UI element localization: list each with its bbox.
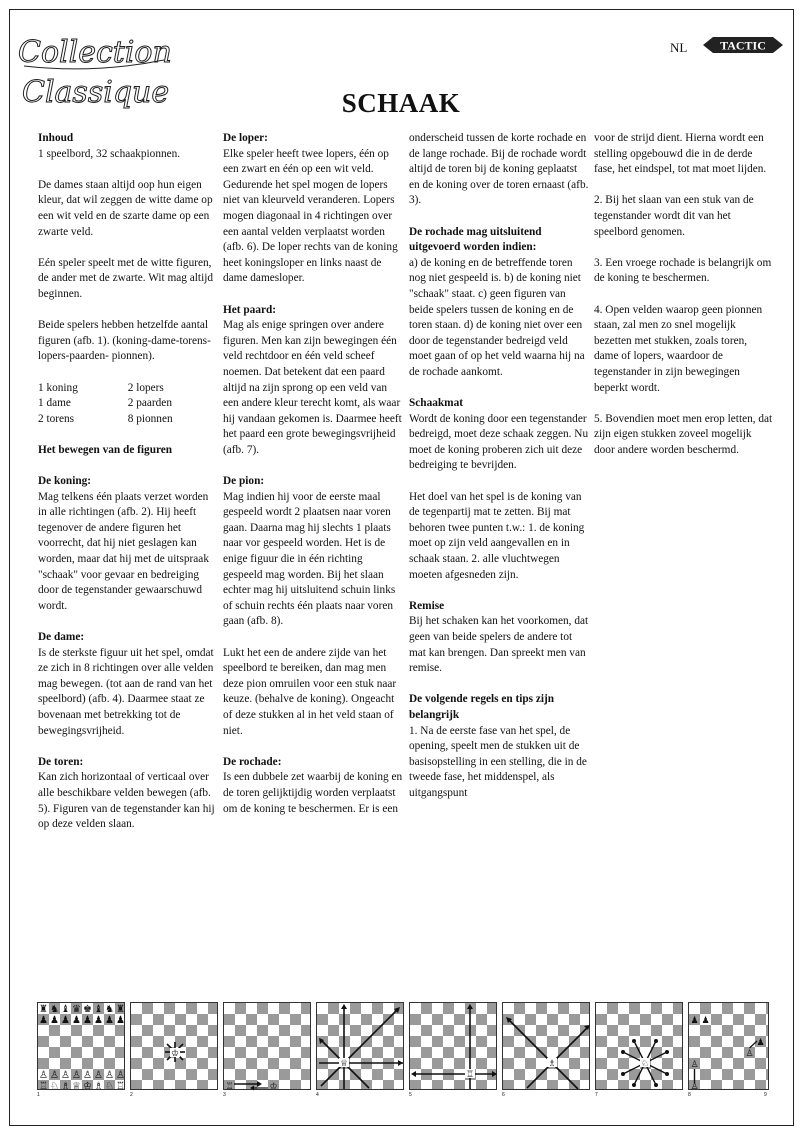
black-pawn-icon: ♟ xyxy=(72,1015,81,1026)
para-lukt: Lukt het een de andere zijde van het speelbord te bereiken, dan mag men deze pion omruilen voor een stuk naar keuze. (behalve de koning). Ongeacht of deze stukken al in het veld staan of niet. xyxy=(223,646,397,737)
black-pawn-icon: ♟ xyxy=(690,1016,699,1026)
heading-schaakmat: Schaakmat xyxy=(409,397,463,410)
black-knight-icon: ♞ xyxy=(105,1004,114,1015)
tactic-logo xyxy=(703,34,783,56)
white-pawn-icon: ♙ xyxy=(745,1049,754,1059)
white-king-icon: ♔ xyxy=(83,1081,92,1091)
white-pawn-icon: ♙ xyxy=(50,1070,59,1081)
heading-toren: De toren: xyxy=(38,755,84,768)
table-row xyxy=(38,381,218,397)
table-row xyxy=(38,396,218,412)
white-rook-icon: ♖ xyxy=(116,1081,125,1091)
black-pawn-icon: ♟ xyxy=(94,1015,103,1026)
white-pieces xyxy=(39,1070,125,1091)
white-pawn-icon: ♙ xyxy=(61,1070,70,1081)
count-cell: 1 koning xyxy=(38,381,78,394)
black-rook-icon: ♜ xyxy=(116,1004,125,1015)
figure-number: 5 xyxy=(409,1092,412,1098)
piece-count-table xyxy=(38,381,218,428)
para-paard: Mag als enige springen over andere figuren. Men kan zijn bewegingen één veld rechtdoor en één veld scheef noemen. Dat betekent dat een paard altijd na zijn sprong op een veld van een andere kleur terecht komt, als waar hij vandaan gekomen is. Daarmee heeft het paard een grote bewegingsvrijheid (afb. 7). xyxy=(223,319,402,456)
black-king-icon: ♚ xyxy=(83,1004,92,1015)
column-2 xyxy=(223,131,403,833)
heading-loper: De loper: xyxy=(223,132,268,144)
para-dames: De dames staan altijd oop hun eigen kleur, dat wil zeggen de witte dame op een wit veld en de szarte dame op een zwarte veld. xyxy=(38,178,213,238)
para-tip-4: 4. Open velden waarop geen pionnen staan, zal men zo snel mogelijk bezetten met stukken, zoals toren, dame of lopers, waardoor de tegenstander in zijn bewegingen beperkt wordt. xyxy=(594,303,763,394)
white-bishop-icon: ♗ xyxy=(547,1059,557,1069)
para-regels: 1. Na de eerste fase van het spel, de opening, speelt men de stukken uit de basisopstelling in een stelling, die in de tweede fase, het middenspel, als uitgangspunt xyxy=(409,724,587,799)
brand-name: TACTIC xyxy=(720,38,766,53)
black-bishop-icon: ♝ xyxy=(61,1004,70,1015)
white-pawn-icon: ♙ xyxy=(72,1070,81,1081)
white-king-icon: ♔ xyxy=(269,1082,278,1091)
para-remise: Bij het schaken kan het voorkomen, dat geen van beide spelers de andere tot mat kan brengen. Dan spreekt men van remise. xyxy=(409,615,589,675)
heading-inhoud: Inhoud xyxy=(38,132,74,144)
figure-number: 1 xyxy=(37,1092,40,1098)
figure-number: 4 xyxy=(316,1092,319,1098)
column-1 xyxy=(38,131,218,848)
heading-bewegen: Het bewegen van de figuren xyxy=(38,443,173,456)
white-pawn-icon: ♙ xyxy=(94,1070,103,1081)
black-bishop-icon: ♝ xyxy=(94,1004,103,1015)
heading-pion: De pion: xyxy=(223,475,265,488)
para-strijd: voor de strijd dient. Hierna wordt een stelling opgebouwd die in de derde fase, het eindspel, tot mat moet lijden. xyxy=(594,132,767,176)
white-bishop-icon: ♗ xyxy=(61,1081,70,1091)
white-queen-icon: ♕ xyxy=(339,1059,349,1069)
figure-number: 8 xyxy=(688,1092,691,1098)
white-knight-icon: ♘ xyxy=(50,1081,59,1091)
language-code: NL xyxy=(670,40,688,55)
heading-remise: Remise xyxy=(409,599,445,612)
white-knight-icon: ♘ xyxy=(640,1059,650,1069)
white-king-icon: ♔ xyxy=(170,1049,180,1059)
figure-number: 9 xyxy=(764,1092,767,1098)
count-cell: 1 dame xyxy=(38,397,71,410)
diagram-6-bishop xyxy=(502,1002,590,1090)
white-rook-icon: ♖ xyxy=(39,1081,48,1091)
white-pawn-icon: ♙ xyxy=(690,1060,699,1070)
count-cell: 2 torens xyxy=(38,412,75,425)
diagram-2-king xyxy=(130,1002,218,1090)
white-rook-icon: ♖ xyxy=(225,1082,234,1091)
white-pawn-icon: ♙ xyxy=(83,1070,92,1081)
diagram-5-rook xyxy=(409,1002,497,1090)
diagram-1-setup xyxy=(37,1002,125,1090)
figure-strip xyxy=(37,1002,769,1097)
black-pawn-icon: ♟ xyxy=(61,1015,70,1026)
heading-dame: De dame: xyxy=(38,631,85,643)
figure-number: 6 xyxy=(502,1092,505,1098)
figure-number: 3 xyxy=(223,1092,226,1098)
para-tip-3: 3. Een vroege rochade is belangrijk om de koning te beschermen. xyxy=(594,256,772,285)
logo-line1: Collection xyxy=(18,35,172,70)
para-tip-2: 2. Bij het slaan van een stuk van de tegenstander wordt dit van het speelbord genomen. xyxy=(594,194,754,238)
page-title: SCHAAK xyxy=(341,88,461,118)
diagram-7-knight xyxy=(595,1002,683,1090)
para-toren: Kan zich horizontaal of verticaal over alle beschikbare velden bewegen (afb. 5). Figuren van de tegenstander kan hij op deze velden slaan. xyxy=(38,771,215,831)
figure-number: 7 xyxy=(595,1092,598,1098)
white-rook-icon: ♖ xyxy=(465,1070,475,1080)
heading-regels: De volgende regels en tips zijn belangrijk xyxy=(409,693,555,721)
count-cell: 8 pionnen xyxy=(127,412,173,425)
diagram-4-queen xyxy=(316,1002,404,1090)
para-loper: Elke speler heeft twee lopers, één op een zwart en één op een wit veld. Gedurende het spel mogen de lopers niet van kleurveld veranderen. Lopers mogen diagonaal in 4 richtingen over een aantal velden verplaatst worden (afb. 6). De loper rechts van de koning heet koningsloper en links naast de dame damesloper. xyxy=(223,147,398,285)
para-doel: Het doel van het spel is de koning van de tegenpartij mat te zetten. Bij mat behoren twee punten t.w.: 1. de koning moet op zijn veld aangevallen en in schaak staan. 2. alle vluchtwegen moeten afgesneden zijn. xyxy=(409,490,585,581)
white-pawn-icon: ♙ xyxy=(39,1070,48,1081)
heading-paard: Het paard: xyxy=(223,303,277,316)
column-3 xyxy=(409,131,589,817)
heading-koning: De koning: xyxy=(38,475,92,488)
para-dame: Is de sterkste figuur uit het spel, omdat ze zich in 8 richtingen over alle velden mag bewegen. (tot aan de rand van het speelbord) (afb. 4). Daarmee staat ze bovenaan met betrekking tot de bewegingsvrijheid. xyxy=(38,646,214,737)
para-onderscheid: onderscheid tussen de korte rochade en de lange rochade. Bij de rochade wordt altijd de toren bij de koning geplaatst en de koning over de toren ernaast (afb. 3). xyxy=(409,132,589,207)
black-pawn-icon: ♟ xyxy=(701,1016,710,1026)
table-row xyxy=(38,412,218,428)
para-beide: Beide spelers hebben hetzelfde aantal figuren (afb. 1). (koning-dame-torens-lopers-paarden- pionnen). xyxy=(38,319,211,363)
white-queen-icon: ♕ xyxy=(72,1081,81,1091)
black-pawn-icon: ♟ xyxy=(83,1015,92,1026)
para-wit: Eén speler speelt met de witte figuren, de ander met de zwarte. Wit mag altijd beginnen. xyxy=(38,256,213,300)
para-inhoud: 1 speelbord, 32 schaakpionnen. xyxy=(38,147,181,160)
white-pawn-icon: ♙ xyxy=(690,1082,699,1091)
black-pawn-icon: ♟ xyxy=(105,1015,114,1026)
para-tip-5: 5. Bovendien moet men erop letten, dat zijn eigen stukken zoveel mogelijk door andere worden beschermd. xyxy=(594,412,773,456)
queen-move-arrows xyxy=(319,1007,403,1089)
para-koning: Mag telkens één plaats verzet worden in alle richtingen (afb. 2). Hij heeft tegenover de andere figuren het voorrecht, dat hij niet geslagen kan worden, maar dat hij met de uitspraak "schaak" voor gevaar en bedreiging door de tegenstander gewaarschuwd wordt. xyxy=(38,490,209,612)
white-bishop-icon: ♗ xyxy=(94,1081,103,1091)
column-4 xyxy=(594,131,774,474)
black-knight-icon: ♞ xyxy=(50,1004,59,1015)
black-pawn-icon: ♟ xyxy=(756,1038,765,1048)
count-cell: 2 lopers xyxy=(127,381,164,394)
logo-line2: Classique xyxy=(22,75,170,110)
heading-rochade-mag: De rochade mag uitsluitend uitgevoerd worden indien: xyxy=(409,225,542,254)
count-cell: 2 paarden xyxy=(127,397,172,410)
para-schaakmat: Wordt de koning door een tegenstander bedreigd, moet deze schaak zeggen. Nu moet de koning proberen zich uit deze bedreiging te bevrijden. xyxy=(409,412,589,472)
para-pion: Mag indien hij voor de eerste maal gespeeld wordt 2 plaatsen naar voren gaan. Daarna mag hij slechts 1 plaats naar vor gespeeld worden. Het is de enige figuur die in één richting gespeeld mag worden. Bij het slaan echter mag hij uitsluitend schuin links of schuin rechts één plaats naar voren gaan (afb. 8). xyxy=(223,490,396,628)
bishop-move-arrows xyxy=(509,1020,588,1089)
figure-number: 2 xyxy=(130,1092,133,1098)
black-rook-icon: ♜ xyxy=(39,1004,48,1015)
white-pawn-icon: ♙ xyxy=(105,1070,114,1081)
black-pawn-icon: ♟ xyxy=(39,1015,48,1026)
white-knight-icon: ♘ xyxy=(105,1081,114,1091)
diagram-3-castling xyxy=(223,1002,311,1090)
para-rochade-mag: a) de koning en de betreffende toren nog niet gespeeld is. b) de koning niet "schaak" staat. c) geen figuren van beide spelers tussen de koning en de toren staan. d) de koning niet over een door de tegenstander bedreigd veld moet gaan of op het veld waarna hij na de rochade aankomt. xyxy=(409,256,585,378)
black-pawn-icon: ♟ xyxy=(50,1015,59,1026)
diagram-8-pawn xyxy=(688,1002,769,1090)
para-rochade: Is een dubbele zet waarbij de koning en de toren gelijktijdig worden verplaatst om de koning te beschermen. Er is een xyxy=(223,771,403,815)
black-pieces xyxy=(39,1004,125,1026)
black-queen-icon: ♛ xyxy=(72,1004,81,1015)
white-pawn-icon: ♙ xyxy=(116,1070,125,1081)
black-pawn-icon: ♟ xyxy=(116,1015,125,1026)
heading-rochade: De rochade: xyxy=(223,755,282,768)
rook-move-arrows xyxy=(414,1007,496,1089)
